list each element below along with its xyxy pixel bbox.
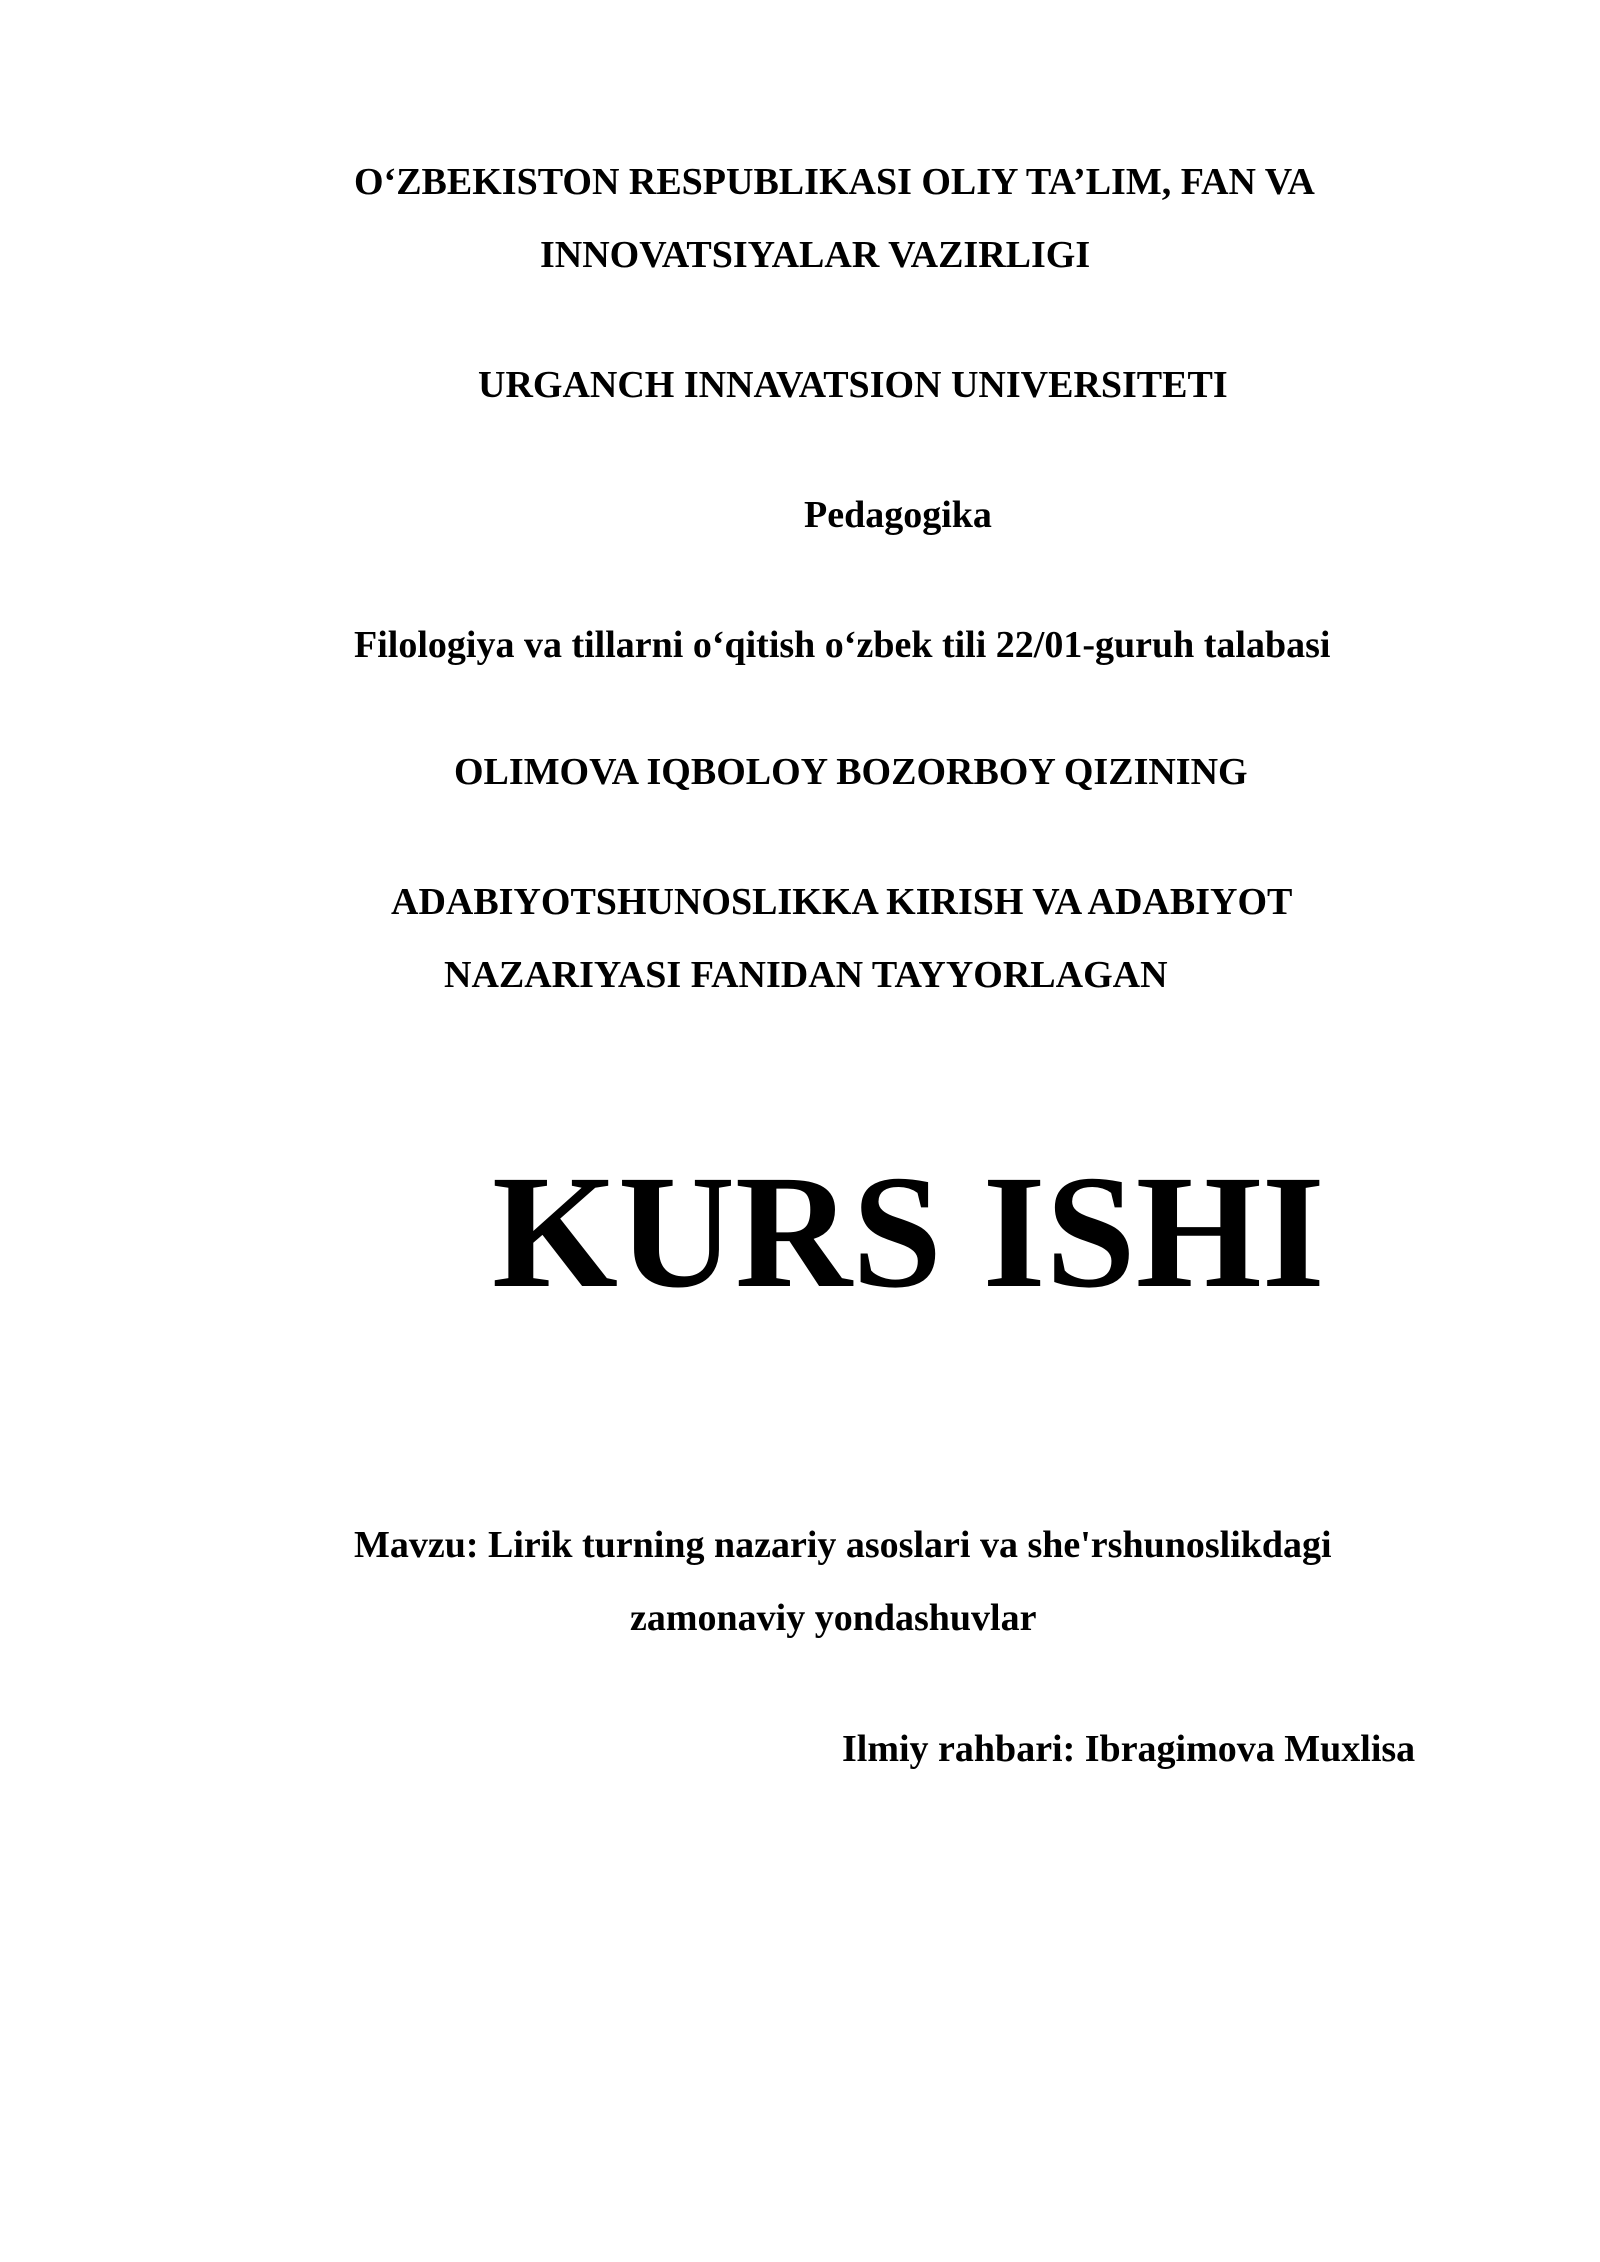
topic-line-1: Mavzu: Lirik turning nazariy asoslari va she'rshunoslikdagi: [354, 1524, 1332, 1566]
ministry-line-2: INNOVATSIYALAR VAZIRLIGI: [540, 234, 1091, 276]
subject-line-1: ADABIYOTSHUNOSLIKKA KIRISH VA ADABIYOT: [391, 881, 1293, 923]
topic-line-2: zamonaviy yondashuvlar: [630, 1597, 1037, 1639]
student-name: OLIMOVA IQBOLOY BOZORBOY QIZINING: [454, 751, 1248, 793]
supervisor: Ilmiy rahbari: Ibragimova Muxlisa: [842, 1728, 1416, 1770]
ministry-line-1: O‘ZBEKISTON RESPUBLIKASI OLIY TA’LIM, FAN VA: [354, 161, 1315, 203]
document-title: KURS ISHI: [492, 1143, 1325, 1322]
faculty-name: Pedagogika: [804, 494, 992, 536]
student-group: Filologiya va tillarni o‘qitish o‘zbek tili 22/01-guruh talabasi: [354, 624, 1331, 666]
university-name: URGANCH INNAVATSION UNIVERSITETI: [478, 364, 1228, 406]
subject-line-2: NAZARIYASI FANIDAN TAYYORLAGAN: [444, 954, 1168, 996]
